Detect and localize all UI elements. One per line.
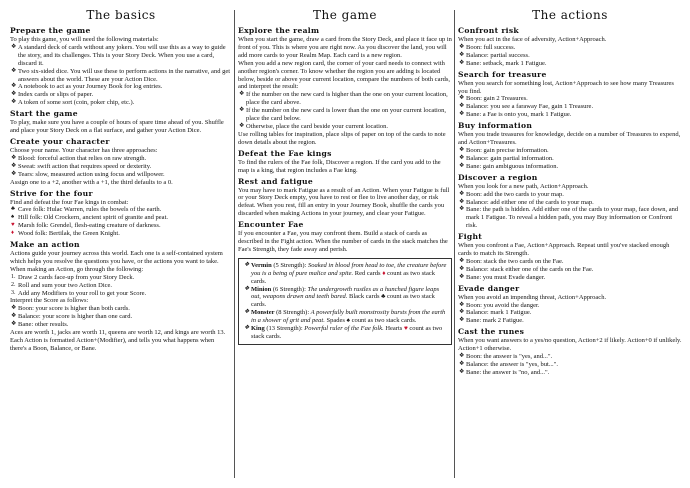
bullet-icon: ❖ <box>11 162 17 169</box>
bullet-icon: ❖ <box>459 146 465 153</box>
list-item: ❖ Bane: the path is hidden. Add either one of the cards to your map, face down, and mark 1 Fatigue. To reveal a hidden path, you may Buy information or Confront risk. <box>459 206 679 230</box>
bullet-list <box>10 305 232 329</box>
section-heading: Search for treasure <box>458 69 547 79</box>
list-item: ❖ Bane: a Fae is onto you, mark 1 Fatigue. <box>459 111 572 119</box>
spade-suit-icon: ♠ <box>11 214 15 221</box>
list-item: ❖ Boon: stack the two cards on the Fae. <box>459 257 564 265</box>
section-heading: Cast the runes <box>458 327 525 337</box>
bullet-icon: ❖ <box>459 59 465 66</box>
list-item: ♠ Hill folk: Old Crockern, ancient spirit of granite and peat. <box>11 214 168 222</box>
column-title: The basics <box>86 8 156 22</box>
numbered-list <box>10 274 232 298</box>
list-item: ❖ Bane: you must Evade danger. <box>459 273 546 281</box>
bullet-icon: ❖ <box>239 91 245 98</box>
list-item: ❖ If the number on the new card is higher than the one on your current location, place the card above. <box>239 91 448 107</box>
section-heading: Strive for the four <box>10 188 93 198</box>
bullet-icon: ❖ <box>11 170 17 177</box>
paragraph: When you start the game, draw a card from the Story Deck, and place it face up in front of you. This is where you are right now. As you discover the land, you will add more cards to your Realm Map. Each card is a new region. <box>238 36 452 59</box>
section-heading: Fight <box>458 232 483 242</box>
list-item: ❖ Balance: mark 1 Fatigue. <box>459 309 532 317</box>
paragraph: To find the rulers of the Fae folk, Discover a region. If the card you add to the map is a king, that region includes a Fae king. <box>238 158 441 174</box>
fae-entry: ❖ Monster (8 Strength): A powerfully built monstrosity bursts from the earth in a shower of grit and peat. Spades ♠ count as two stack cards. <box>244 309 446 325</box>
paragraph: If you encounter a Fae, you may confront them. Build a stack of cards as described in the Fight action. When the number of cards in the stack matches the Fae's Strength, they fade away and perish. <box>238 230 448 253</box>
list-item: ❖ Balance: partial success. <box>459 51 530 59</box>
column-title: The actions <box>532 8 608 22</box>
spade-suit-icon: ♠ <box>346 317 350 325</box>
paragraph: Interpret the Score as follows: <box>10 297 89 305</box>
paragraph: When you trade treasures for knowledge, decide on a number of Treasures to expend, and Action+Treasures. <box>458 131 681 147</box>
fae-strength-box <box>238 258 452 345</box>
bullet-icon: ❖ <box>11 83 17 90</box>
heart-suit-icon: ♥ <box>403 325 408 333</box>
bullet-icon: ❖ <box>459 103 465 110</box>
paragraph: Find and defeat the four Fae kings in combat: <box>10 198 129 206</box>
bullet-icon: ❖ <box>459 309 465 316</box>
paragraph: Use rolling tables for inspiration, place slips of paper on top of the cards to note down details about the region. <box>238 130 446 146</box>
bullet-list <box>238 91 452 131</box>
bullet-icon: ❖ <box>239 122 245 129</box>
list-item: ❖ Bane: setback, mark 1 Fatigue. <box>459 59 547 67</box>
bullet-icon: ❖ <box>459 273 465 280</box>
list-item: ❖ Two six-sided dice. You will use these to perform actions in the narrative, and get answers about the world. These are your Action Dice. <box>11 67 231 83</box>
bullet-icon: ❖ <box>459 361 465 367</box>
bullet-icon: ❖ <box>459 257 465 264</box>
paragraph: Actions guide your journey across this world. Each one is a self-contained system which helps you resolve the questions you have, or the actions you want to take. When making an Action, go through the following: <box>10 250 223 273</box>
list-item: ❖ Boon: gain 2 Treasures. <box>459 95 528 103</box>
bullet-icon: ❖ <box>459 317 465 324</box>
section-heading: Start the game <box>10 109 78 119</box>
bullet-list <box>458 302 682 326</box>
list-item: ❖ Otherwise, place the card beside your current location. <box>239 122 389 130</box>
paragraph: To play, make sure you have a couple of hours of spare time ahead of you. Shuffle and place your Story Deck on a flat surface, and gather your Action Dice. <box>10 119 224 135</box>
column-basics <box>10 8 232 484</box>
section-heading: Create your character <box>10 136 110 146</box>
bullet-icon: ❖ <box>459 265 465 272</box>
paragraph: Assign one to a +2, another with a +1, the third defaults to a 0. <box>10 178 173 186</box>
bullet-icon: ❖ <box>459 111 465 118</box>
bullet-icon: ❖ <box>459 301 465 308</box>
list-item: ❖ Balance: the answer is "yes, but...". <box>459 361 558 368</box>
bullet-icon: ❖ <box>239 107 245 114</box>
list-item: ❖ Bane: the answer is "no, and...". <box>459 368 550 376</box>
paragraph: When you want answers to a yes/no question, Action+2 if likely. Action+0 if unlikely. Action+1 otherwise. <box>458 337 682 353</box>
fae-list <box>243 262 447 341</box>
column-game <box>238 8 452 484</box>
paragraph: When you search for something lost, Action+Approach to see how many Treasures you find. <box>458 79 674 95</box>
bullet-icon: ❖ <box>459 162 465 169</box>
bullet-icon: ❖ <box>11 154 17 161</box>
list-item: ❖ Bane: other results. <box>11 321 69 329</box>
section-heading: Rest and fatigue <box>238 176 314 186</box>
paragraph: You may have to mark Fatigue as a result of an Action. When your Fatigue is full or your Story Deck empty, you have to rest or flee to live another day, or risk defeat. When you rest, fill an entry in your Journey Book, shuffle the cards you discarded when making Actions in your journey, and clear your Fatigue. <box>238 186 450 218</box>
bullet-icon: ❖ <box>459 368 465 375</box>
list-item: ♣ Cave folk: Hulac Warren, rules the bowels of the earth. <box>11 206 162 214</box>
bullet-icon: ❖ <box>244 261 250 268</box>
bullet-icon: ❖ <box>459 190 465 197</box>
paragraph: Choose your name. Your character has three approaches: <box>10 146 158 154</box>
column-title: The game <box>313 8 377 22</box>
club-suit-icon: ♣ <box>11 206 15 213</box>
section-heading: Buy information <box>458 121 533 131</box>
bullet-icon: ❖ <box>11 313 17 320</box>
paragraph: When you add a new region card, the corner of your card needs to connect with another region's corner. To know whether the region you are adding is located below, beside or above your current location, compare the numbers of both cards, and interpret the result: <box>238 59 451 91</box>
list-item: ❖ A token of some sort (coin, poker chip, etc.). <box>11 99 135 107</box>
list-item: ❖ Tears: slow, measured action using focus and willpower. <box>11 170 165 178</box>
bullet-icon: ❖ <box>459 95 465 102</box>
section-heading: Explore the realm <box>238 26 320 35</box>
bullet-icon: ❖ <box>11 67 17 74</box>
list-item: 1. Draw 2 cards face-up from your Story Deck. <box>11 273 135 281</box>
paragraph: When you avoid an impending threat, Action+Approach. <box>458 293 607 301</box>
list-item: ♥ Marsh folk: Grendel, flesh-eating creature of darkness. <box>11 222 161 230</box>
list-item: ♦ Wood folk: Bertilak, the Green Knight. <box>11 230 120 238</box>
list-item: ❖ A notebook to act as your Journey Book for log entries. <box>11 83 163 91</box>
section-heading: Confront risk <box>458 26 519 35</box>
list-item: ❖ Boon: your score is higher than both cards. <box>11 305 130 313</box>
section-heading: Evade danger <box>458 283 520 293</box>
bullet-icon: ❖ <box>11 99 17 106</box>
column-divider <box>454 10 455 478</box>
bullet-icon: ❖ <box>244 309 250 316</box>
bullet-list <box>458 258 682 282</box>
list-item: ❖ A standard deck of cards without any jokers. You will use this as a way to guide the story, and its challenges. This is your Story Deck. When you use a card, discard it. <box>11 43 226 67</box>
column-divider <box>234 10 235 478</box>
section-heading: Encounter Fae <box>238 220 304 230</box>
paragraph: When you confront a Fae, Action+Approach. Repeat until you've stacked enough cards to match its Strength. <box>458 242 670 258</box>
diamond-suit-icon: ♦ <box>11 230 15 237</box>
list-item: ❖ Balance: add either one of the cards to your map. <box>459 198 594 206</box>
column-actions <box>458 8 682 484</box>
bullet-list <box>458 147 682 171</box>
list-item: ❖ Balance: gain partial information. <box>459 154 554 162</box>
bullet-list <box>458 353 682 377</box>
bullet-list <box>458 191 682 231</box>
section-heading: Defeat the Fae kings <box>238 148 332 158</box>
bullet-icon: ❖ <box>459 51 465 58</box>
list-item: ❖ Balance: you see a faraway Fae, gain 1 Treasure. <box>459 103 594 111</box>
bullet-list <box>10 44 232 107</box>
list-item: ❖ Sweat: swift action that requires speed or dexterity. <box>11 162 152 170</box>
suit-list <box>10 206 232 238</box>
paragraph: Aces are worth 1, jacks are worth 11, queens are worth 12, and kings are worth 13. Each Action is formatted Action+(Modifier), and tells you what happens when there's a Boon, Balance, or Bane. <box>10 329 226 352</box>
bullet-icon: ❖ <box>459 353 465 360</box>
bullet-list <box>458 95 682 119</box>
diamond-suit-icon: ♦ <box>382 269 386 277</box>
bullet-icon: ❖ <box>459 154 465 161</box>
section-heading: Discover a region <box>458 172 538 182</box>
paragraph: To play this game, you will need the following materials: <box>10 36 159 43</box>
fae-entry: ❖ Vermin (5 Strength): Soaked in blood from head to toe, the creature before you is a being of pure malice and spite. Red cards ♦ count as two stack cards. <box>244 261 447 285</box>
list-item: ❖ Balance: your score is higher than one card. <box>11 313 133 321</box>
bullet-icon: ❖ <box>459 198 465 205</box>
bullet-icon: ❖ <box>244 325 250 332</box>
list-item: 2. Roll and sum your two Action Dice. <box>11 281 113 289</box>
club-suit-icon: ♣ <box>381 293 386 301</box>
list-item: 3. Add any Modifiers to your roll to get your Score. <box>11 289 147 297</box>
list-item: ❖ Boon: gain precise information. <box>459 146 549 154</box>
list-item: ❖ If the number on the new card is lower than the one on your current location, place the card below. <box>239 107 446 123</box>
fae-entry: ❖ King (13 Strength): Powerful ruler of the Fae folk. Hearts ♥ count as two stack cards. <box>244 325 443 340</box>
list-item: ❖ Boon: the answer is "yes, and...". <box>459 353 553 361</box>
list-item: ❖ Balance: stack either one of the cards on the Fae. <box>459 265 594 273</box>
list-item: ❖ Boon: add the two cards to your map. <box>459 190 564 198</box>
paragraph: When you act in the face of adversity, Action+Approach. <box>458 36 607 43</box>
section-heading: Make an action <box>10 240 80 250</box>
heart-suit-icon: ♥ <box>11 222 15 229</box>
bullet-icon: ❖ <box>11 321 17 328</box>
fae-entry: ❖ Minion (6 Strength): The undergrowth rustles as a hunched figure leaps out, weapons drawn and teeth bared. Black cards ♣ count as two stack cards. <box>244 285 440 309</box>
list-item: ❖ Boon: full success. <box>459 43 516 51</box>
section-heading: Prepare the game <box>10 26 91 35</box>
bullet-icon: ❖ <box>244 285 250 292</box>
bullet-icon: ❖ <box>11 91 17 98</box>
bullet-icon: ❖ <box>459 206 465 213</box>
bullet-icon: ❖ <box>11 305 17 312</box>
list-item: ❖ Boon: you avoid the danger. <box>459 301 540 309</box>
list-item: ❖ Index cards or slips of paper. <box>11 91 94 99</box>
list-item: ❖ Bane: mark 2 Fatigue. <box>459 317 524 325</box>
paragraph: When you look for a new path, Action+Approach. <box>458 182 589 190</box>
bullet-list <box>458 44 682 68</box>
bullet-list <box>10 155 232 179</box>
bullet-icon: ❖ <box>459 43 465 50</box>
list-item: ❖ Blood: forceful action that relies on raw strength. <box>11 154 147 162</box>
list-item: ❖ Bane: gain ambiguous information. <box>459 162 559 170</box>
bullet-icon: ❖ <box>11 43 17 50</box>
